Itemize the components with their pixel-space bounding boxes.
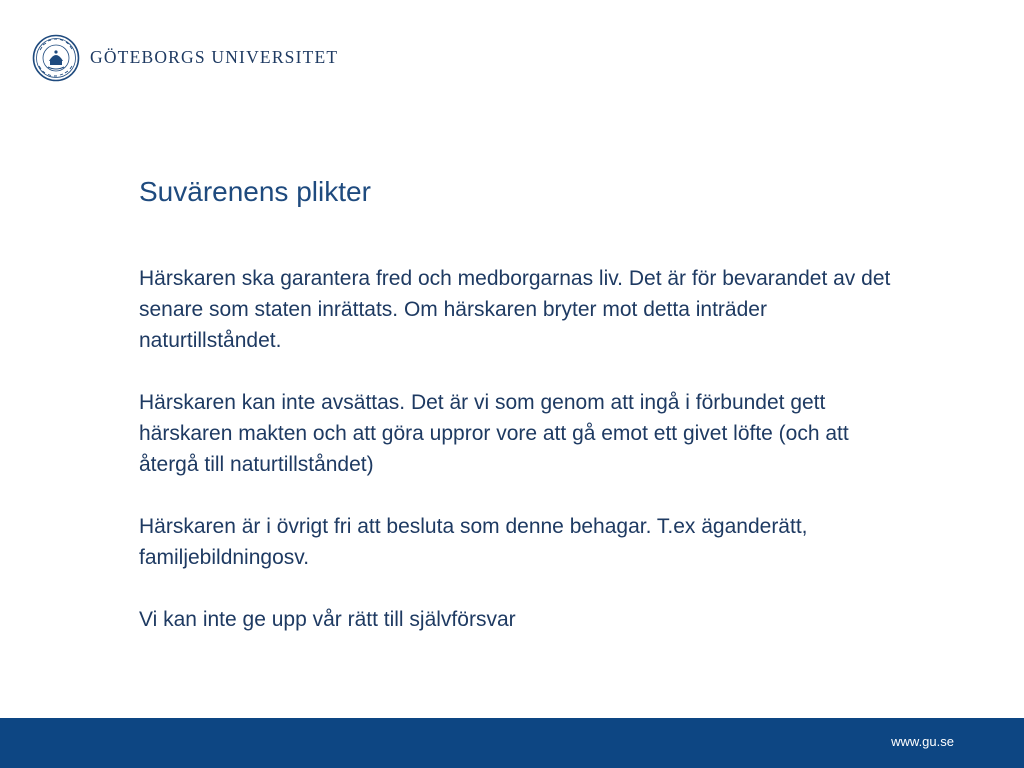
university-seal-icon [32, 34, 80, 82]
footer-url: www.gu.se [891, 734, 954, 749]
slide-body [139, 263, 899, 666]
paragraph-peace-and-life: Härskaren ska garantera fred och medborgarnas liv. Det är för bevarandet av det senare som staten inrättats. Om härskaren bryter mot detta inträder naturtillståndet. [139, 267, 891, 352]
paragraph-cannot-be-deposed: Härskaren kan inte avsättas. Det är vi som genom att ingå i förbundet gett härskaren makten och att göra uppror vore att gå emot ett givet löfte (och att återgå till naturtillståndet) [139, 391, 849, 476]
paragraph-free-to-decide: Härskaren är i övrigt fri att besluta som denne behagar. T.ex äganderätt, familjebildningosv. [139, 515, 808, 569]
footer-bar [0, 718, 1024, 768]
header [32, 33, 338, 83]
university-name: GÖTEBORGS UNIVERSITET [90, 47, 339, 68]
paragraph-self-defense: Vi kan inte ge upp vår rätt till självförsvar [139, 608, 516, 631]
slide-title: Suvärenens plikter [139, 176, 371, 207]
